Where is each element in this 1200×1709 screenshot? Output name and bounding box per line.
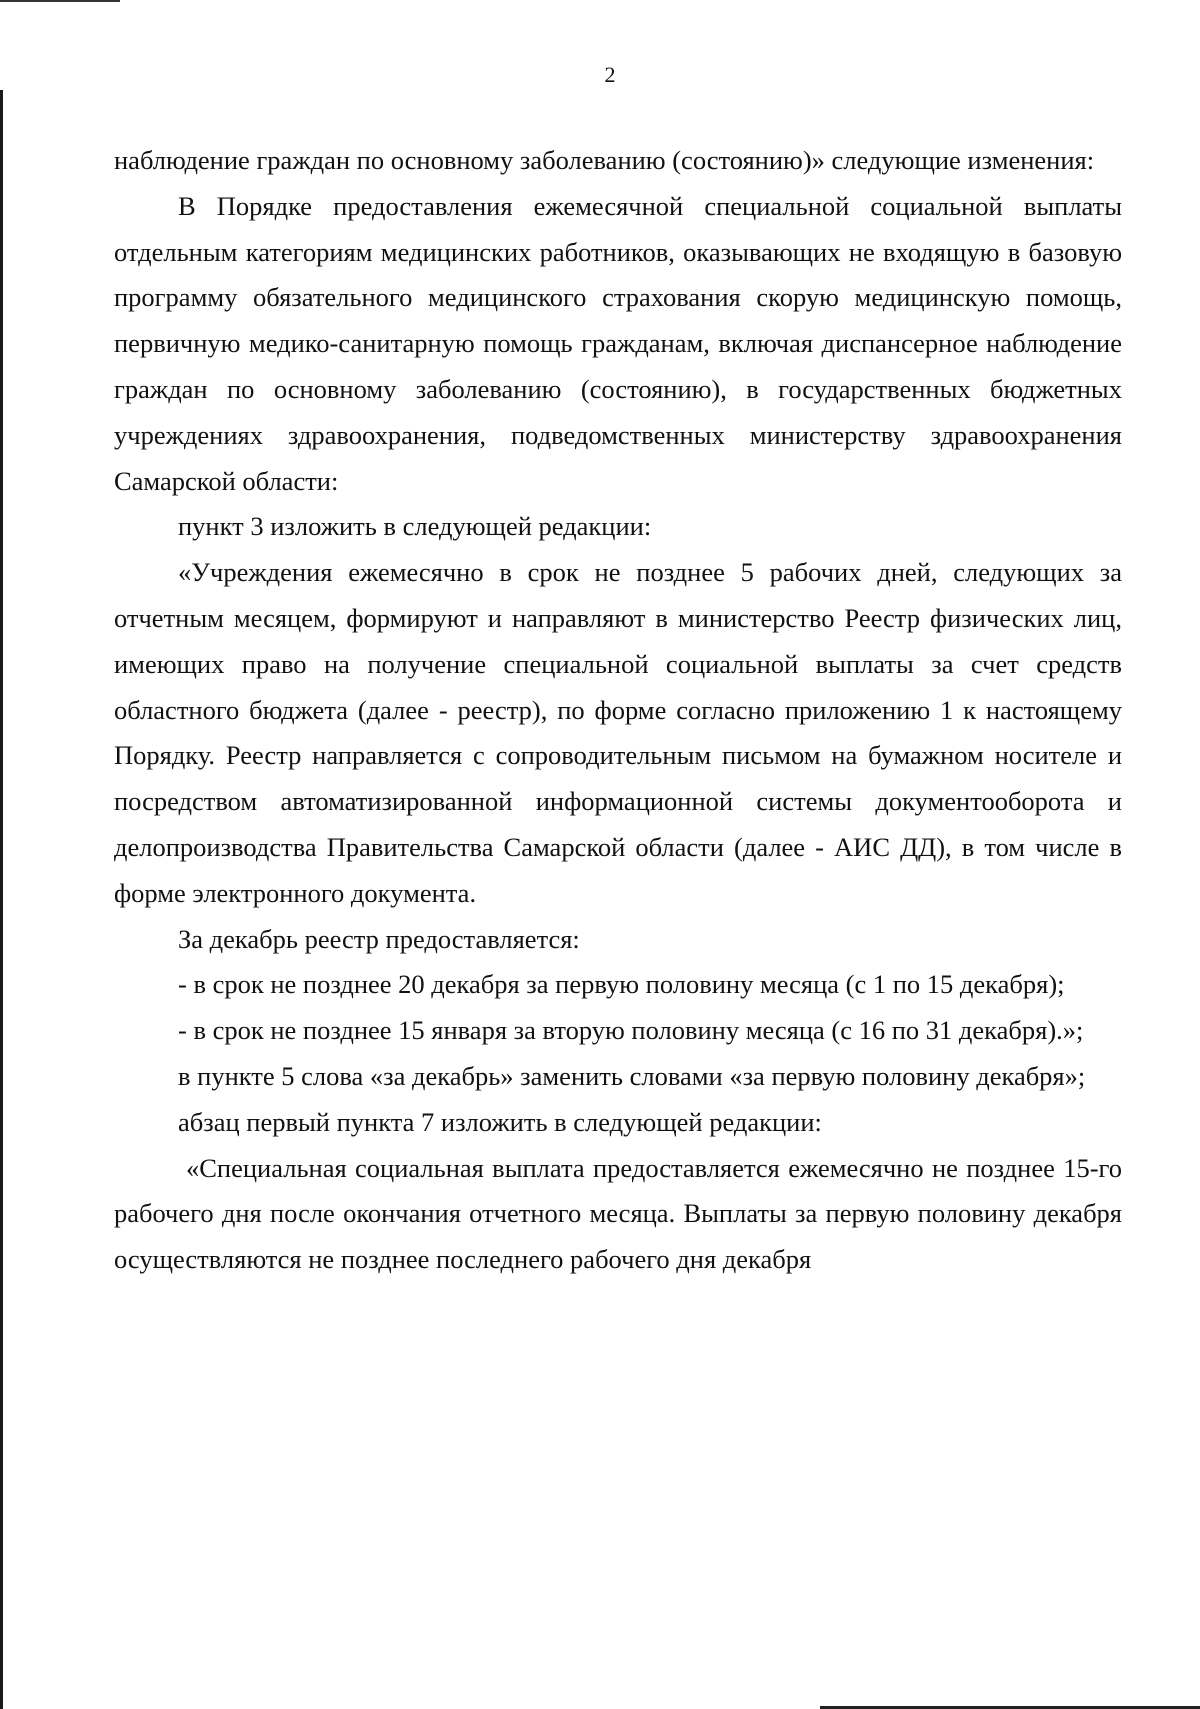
document-body — [114, 138, 1122, 1283]
paragraph-9: абзац первый пункта 7 изложить в следующей редакции: — [178, 1106, 822, 1137]
scan-border-left — [0, 90, 3, 1709]
paragraph-7: - в срок не позднее 15 января за вторую половину месяца (с 16 по 31 декабря).»; — [178, 1015, 1084, 1046]
page-number: 2 — [604, 62, 616, 87]
paragraph-4: «Учреждения ежемесячно в срок не позднее 5 рабочих дней, следующих за отчетным месяцем, формируют и направляют в министерство Реестр физических лиц, имеющих право на получение специальной социальной выплаты за счет средств областного бюджета (далее - реестр), по форме согласно приложению 1 к настоящему Порядку. Реестр направляется с сопроводительным письмом на бумажном носителе и посредством автоматизированной информационной системы документооборота и делопроизводства Правительства Самарской области (далее - АИС ДД), в том числе в форме электронного документа. — [114, 557, 1122, 908]
paragraph-10: «Специальная социальная выплата предоставляется ежемесячно не позднее 15-го рабочего дня после окончания отчетного месяца. Выплаты за первую половину декабря осуществляются не позднее последнего рабочего дня декабря — [114, 1152, 1122, 1275]
paragraph-3: пункт 3 изложить в следующей редакции: — [178, 511, 652, 542]
paragraph-5: За декабрь реестр предоставляется: — [178, 923, 580, 954]
paragraph-6: - в срок не позднее 20 декабря за первую половину месяца (с 1 по 15 декабря); — [178, 969, 1065, 1000]
paragraph-1: наблюдение граждан по основному заболеванию (состоянию)» следующие изменения: — [114, 145, 1095, 175]
scan-border-top — [0, 0, 120, 2]
paragraph-8: в пункте 5 слова «за декабрь» заменить словами «за первую половину декабря»; — [178, 1060, 1086, 1091]
paragraph-2: В Порядке предоставления ежемесячной специальной социальной выплаты отдельным категориям медицинских работников, оказывающих не входящую в базовую программу обязательного медицинского страхования скорую медицинскую помощь, первичную медико-санитарную помощь гражданам, включая диспансерное наблюдение граждан по основному заболеванию (состоянию), в государственных бюджетных учреждениях здравоохранения, подведомственных министерству здравоохранения Самарской области: — [114, 190, 1122, 496]
